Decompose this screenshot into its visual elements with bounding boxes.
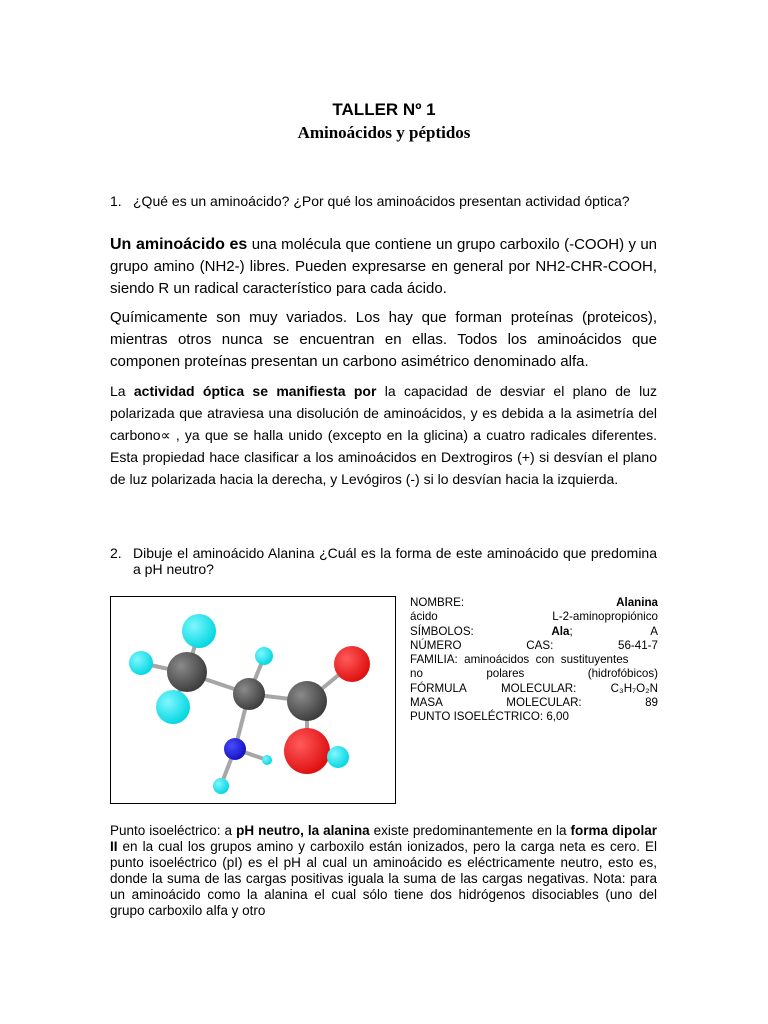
simbolos-value-2: A [650, 624, 658, 638]
hydrogen-atom [213, 778, 229, 794]
alanine-molecule-svg [111, 597, 395, 803]
question-1-number: 1. [110, 193, 122, 209]
info-row-masa [410, 696, 658, 710]
formula-label-1: FÓRMULA [410, 681, 467, 695]
answer-1-p3-text: la capacidad de desviar el plano de luz polarizada que atraviesa una disolución de aminoácidos, y es debida a la asimetría del carbono∝ , ya que se halla unido (excepto en la glicina) a cuatro radicales diferentes. Esta propiedad hace clasificar a los aminoácidos en Dextrogiros (+) si desvían el plano de luz polarizada hacia la derecha, y Levógiros (-) si lo desvían hacia la izquierda. [110, 383, 657, 487]
formula-value: C₃H₇O₂N [610, 681, 658, 695]
info-row-cas [410, 639, 658, 653]
familia-line-2b: polares [486, 667, 525, 681]
answer-1-p3-start: La [110, 383, 134, 399]
cas-label-2: CAS: [526, 638, 554, 652]
oxygen-atom [284, 728, 330, 774]
question-1-text: ¿Qué es un aminoácido? ¿Por qué los aminoácidos presentan actividad óptica? [133, 193, 630, 209]
document-title: TALLER Nº 1 [332, 100, 436, 119]
carbon-atom [167, 652, 207, 692]
familia-line-2c: (hidrofóbicos) [587, 667, 658, 681]
cas-value: 56-41-7 [618, 638, 658, 652]
simbolos-value-1-wrap [551, 625, 572, 639]
question-2 [110, 545, 657, 577]
hydrogen-atom [156, 690, 190, 724]
carbon-atom [287, 681, 327, 721]
answer-2-b1: pH neutro, la alanina [236, 823, 370, 838]
hydrogen-atom [182, 614, 216, 648]
answer-2-t1: Punto isoeléctrico: a [110, 823, 237, 838]
answer-1-paragraph-3 [110, 380, 657, 490]
oxygen-atom [334, 646, 370, 682]
answer-1-p3-bold: actividad óptica se manifiesta por [133, 383, 377, 399]
answer-2-t3: en la cual los grupos amino y carboxilo están ionizados, pero la carga neta es cero. El punto isoeléctrico (pI) es el pH al cual un aminoácido es eléctricamente neutro, esto es, donde la suma de las cargas positivas iguala la suma de las cargas negativas. Nota: para un aminoácido como la alanina el cual sólo tiene dos hidrógenos disociables (uno del grupo carboxilo alfa y otro [110, 839, 657, 918]
nombre-label: NOMBRE: [410, 596, 465, 609]
hydrogen-atom [327, 746, 349, 768]
formula-label-2: MOLECULAR: [500, 681, 577, 695]
answer-1-definition: una molécula que contiene un grupo carboxilo (-COOH) y un grupo amino (NH2-) libres. Pueden expresarse en general por NH2-CHR-COOH, siendo R un radical característico para cada ácido. [110, 236, 658, 297]
info-row-formula [410, 682, 658, 696]
question-2-number: 2. [110, 545, 122, 561]
punto-isoelectrico: PUNTO ISOELÉCTRICO: 6,00 [410, 710, 569, 724]
simbolos-separator: ; [569, 624, 573, 638]
familia-line-1: FAMILIA: aminoácidos con sustituyentes [410, 653, 629, 667]
answer-1-paragraph-2: Químicamente son muy variados. Los hay que forman proteínas (proteicos), mientras otros nunca se encuentran en ellas. Todos los aminoácidos que componen proteínas presentan un carbono asimétrico denominado alfa. [110, 309, 657, 370]
hydrogen-atom [129, 651, 153, 675]
familia-line-2a: no [410, 667, 423, 681]
masa-label-1: MASA [410, 696, 443, 710]
info-row-familia-2 [410, 667, 658, 681]
acido-label: ácido [410, 610, 438, 624]
hydrogen-atom [255, 647, 273, 665]
answer-2-b2: forma dipolar II [110, 823, 657, 854]
question-1 [110, 193, 657, 209]
acido-value: L-2-aminopropiónico [552, 610, 658, 624]
carbon-alpha-atom [233, 678, 265, 710]
alanine-info-panel [410, 596, 658, 725]
info-row-punto [410, 710, 658, 724]
alanine-molecule-figure [110, 596, 396, 804]
simbolos-value-1: Ala [551, 624, 570, 638]
info-row-simbolos [410, 625, 658, 639]
info-row-familia [410, 653, 658, 667]
cas-label-1: NÚMERO [410, 638, 462, 652]
masa-label-2: MOLECULAR: [506, 696, 582, 710]
hydrogen-atom [262, 755, 272, 765]
info-row-acido [410, 610, 658, 624]
simbolos-label: SÍMBOLOS: [410, 624, 474, 638]
question-2-text: Dibuje el aminoácido Alanina ¿Cuál es la forma de este aminoácido que predomina a pH neutro? [133, 545, 657, 577]
masa-value: 89 [645, 696, 658, 710]
answer-1-paragraph-1 [110, 234, 657, 300]
nitrogen-atom [224, 738, 246, 760]
info-row-nombre [410, 596, 658, 610]
document-subtitle: Aminoácidos y péptidos [297, 123, 471, 142]
answer-1-term: Un aminoácido es [110, 236, 248, 253]
answer-2-t2: existe predominantemente en la [369, 823, 571, 838]
answer-2-paragraph [110, 823, 657, 919]
nombre-value: Alanina [616, 596, 658, 609]
